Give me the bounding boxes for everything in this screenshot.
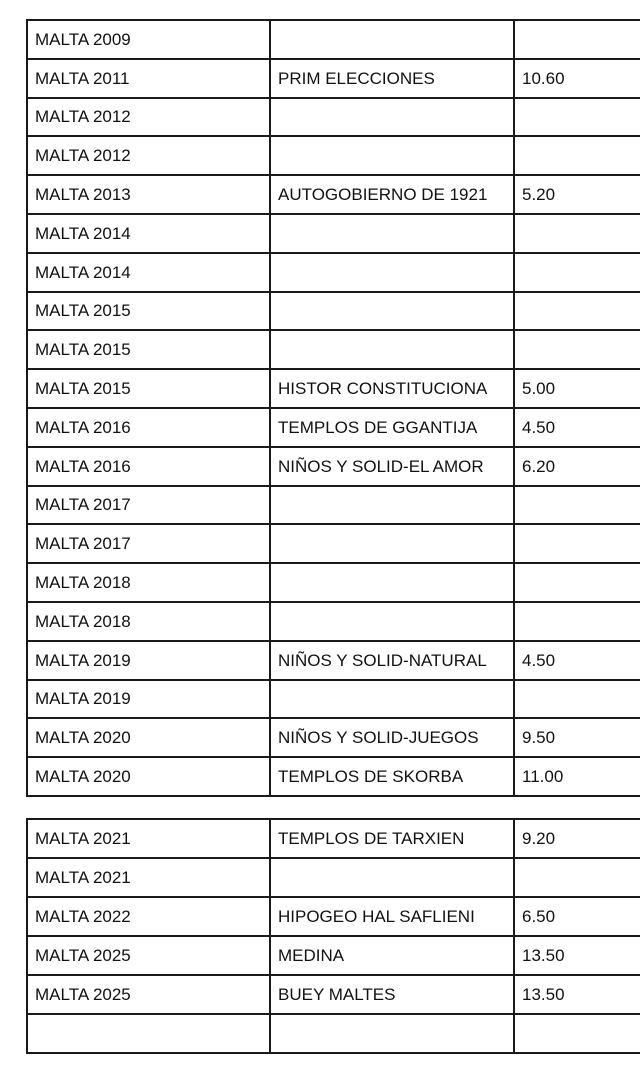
price-cell [514,214,640,253]
table-row [27,718,640,757]
table-row [27,447,640,486]
issue-name-cell [270,602,514,641]
issue-name-cell: TEMPLOS DE GGANTIJA [270,408,514,447]
year-cell: MALTA 2018 [27,563,270,602]
table-row [27,330,640,369]
price-cell: 6.50 [514,897,640,936]
table-body [27,819,640,1053]
table-row [27,757,640,796]
table-row [27,858,640,897]
year-cell: MALTA 2015 [27,330,270,369]
year-cell: MALTA 2022 [27,897,270,936]
price-cell: 4.50 [514,408,640,447]
year-cell: MALTA 2020 [27,757,270,796]
issue-name-cell [270,563,514,602]
year-cell: MALTA 2019 [27,641,270,680]
issue-name-cell [270,292,514,331]
issue-name-cell: TEMPLOS DE TARXIEN [270,819,514,858]
table-row [27,602,640,641]
year-cell: MALTA 2009 [27,20,270,59]
table-row [27,253,640,292]
year-cell: MALTA 2018 [27,602,270,641]
issue-name-cell [270,524,514,563]
price-cell: 11.00 [514,757,640,796]
price-cell: 9.50 [514,718,640,757]
issue-name-cell: PRIM ELECCIONES [270,59,514,98]
price-cell [514,602,640,641]
table-row [27,680,640,719]
issue-name-cell [270,214,514,253]
issue-name-cell: HIPOGEO HAL SAFLIENI [270,897,514,936]
price-cell [514,292,640,331]
year-cell: MALTA 2015 [27,292,270,331]
issue-name-cell: NIÑOS Y SOLID-EL AMOR [270,447,514,486]
price-cell: 9.20 [514,819,640,858]
price-cell [514,253,640,292]
table-row [27,975,640,1014]
table-row [27,59,640,98]
stamp-table-lower [26,818,640,1054]
issue-name-cell [270,330,514,369]
year-cell: MALTA 2012 [27,136,270,175]
price-cell [514,330,640,369]
table-row [27,819,640,858]
year-cell: MALTA 2020 [27,718,270,757]
year-cell: MALTA 2021 [27,858,270,897]
stamp-table-upper [26,19,640,797]
table-row [27,98,640,137]
year-cell: MALTA 2025 [27,936,270,975]
issue-name-cell: AUTOGOBIERNO DE 1921 [270,175,514,214]
year-cell [27,1014,270,1053]
table-row [27,897,640,936]
issue-name-cell [270,680,514,719]
price-cell: 6.20 [514,447,640,486]
issue-name-cell: HISTOR CONSTITUCIONA [270,369,514,408]
price-cell: 5.00 [514,369,640,408]
table-row [27,408,640,447]
table-row [27,369,640,408]
issue-name-cell [270,253,514,292]
price-cell: 13.50 [514,936,640,975]
issue-name-cell: TEMPLOS DE SKORBA [270,757,514,796]
year-cell: MALTA 2017 [27,524,270,563]
table-row [27,292,640,331]
price-cell [514,524,640,563]
price-cell [514,563,640,602]
price-cell [514,98,640,137]
price-cell: 10.60 [514,59,640,98]
table-row [27,136,640,175]
issue-name-cell [270,858,514,897]
issue-name-cell [270,136,514,175]
issue-name-cell: NIÑOS Y SOLID-NATURAL [270,641,514,680]
table-row [27,524,640,563]
table-row [27,175,640,214]
year-cell: MALTA 2012 [27,98,270,137]
price-cell [514,1014,640,1053]
price-cell [514,486,640,525]
issue-name-cell [270,486,514,525]
year-cell: MALTA 2025 [27,975,270,1014]
issue-name-cell [270,98,514,137]
issue-name-cell [270,20,514,59]
price-cell [514,680,640,719]
price-cell: 5.20 [514,175,640,214]
year-cell: MALTA 2016 [27,447,270,486]
issue-name-cell: BUEY MALTES [270,975,514,1014]
year-cell: MALTA 2017 [27,486,270,525]
issue-name-cell: MEDINA [270,936,514,975]
price-cell [514,858,640,897]
year-cell: MALTA 2019 [27,680,270,719]
table-row [27,486,640,525]
year-cell: MALTA 2014 [27,214,270,253]
price-cell: 4.50 [514,641,640,680]
year-cell: MALTA 2016 [27,408,270,447]
issue-name-cell: NIÑOS Y SOLID-JUEGOS [270,718,514,757]
price-cell: 13.50 [514,975,640,1014]
table-row [27,936,640,975]
price-cell [514,136,640,175]
price-cell [514,20,640,59]
year-cell: MALTA 2013 [27,175,270,214]
year-cell: MALTA 2015 [27,369,270,408]
table-row [27,214,640,253]
table-row [27,20,640,59]
table-row [27,563,640,602]
year-cell: MALTA 2011 [27,59,270,98]
table-body [27,20,640,796]
year-cell: MALTA 2021 [27,819,270,858]
table-row [27,1014,640,1053]
table-row [27,641,640,680]
issue-name-cell [270,1014,514,1053]
year-cell: MALTA 2014 [27,253,270,292]
